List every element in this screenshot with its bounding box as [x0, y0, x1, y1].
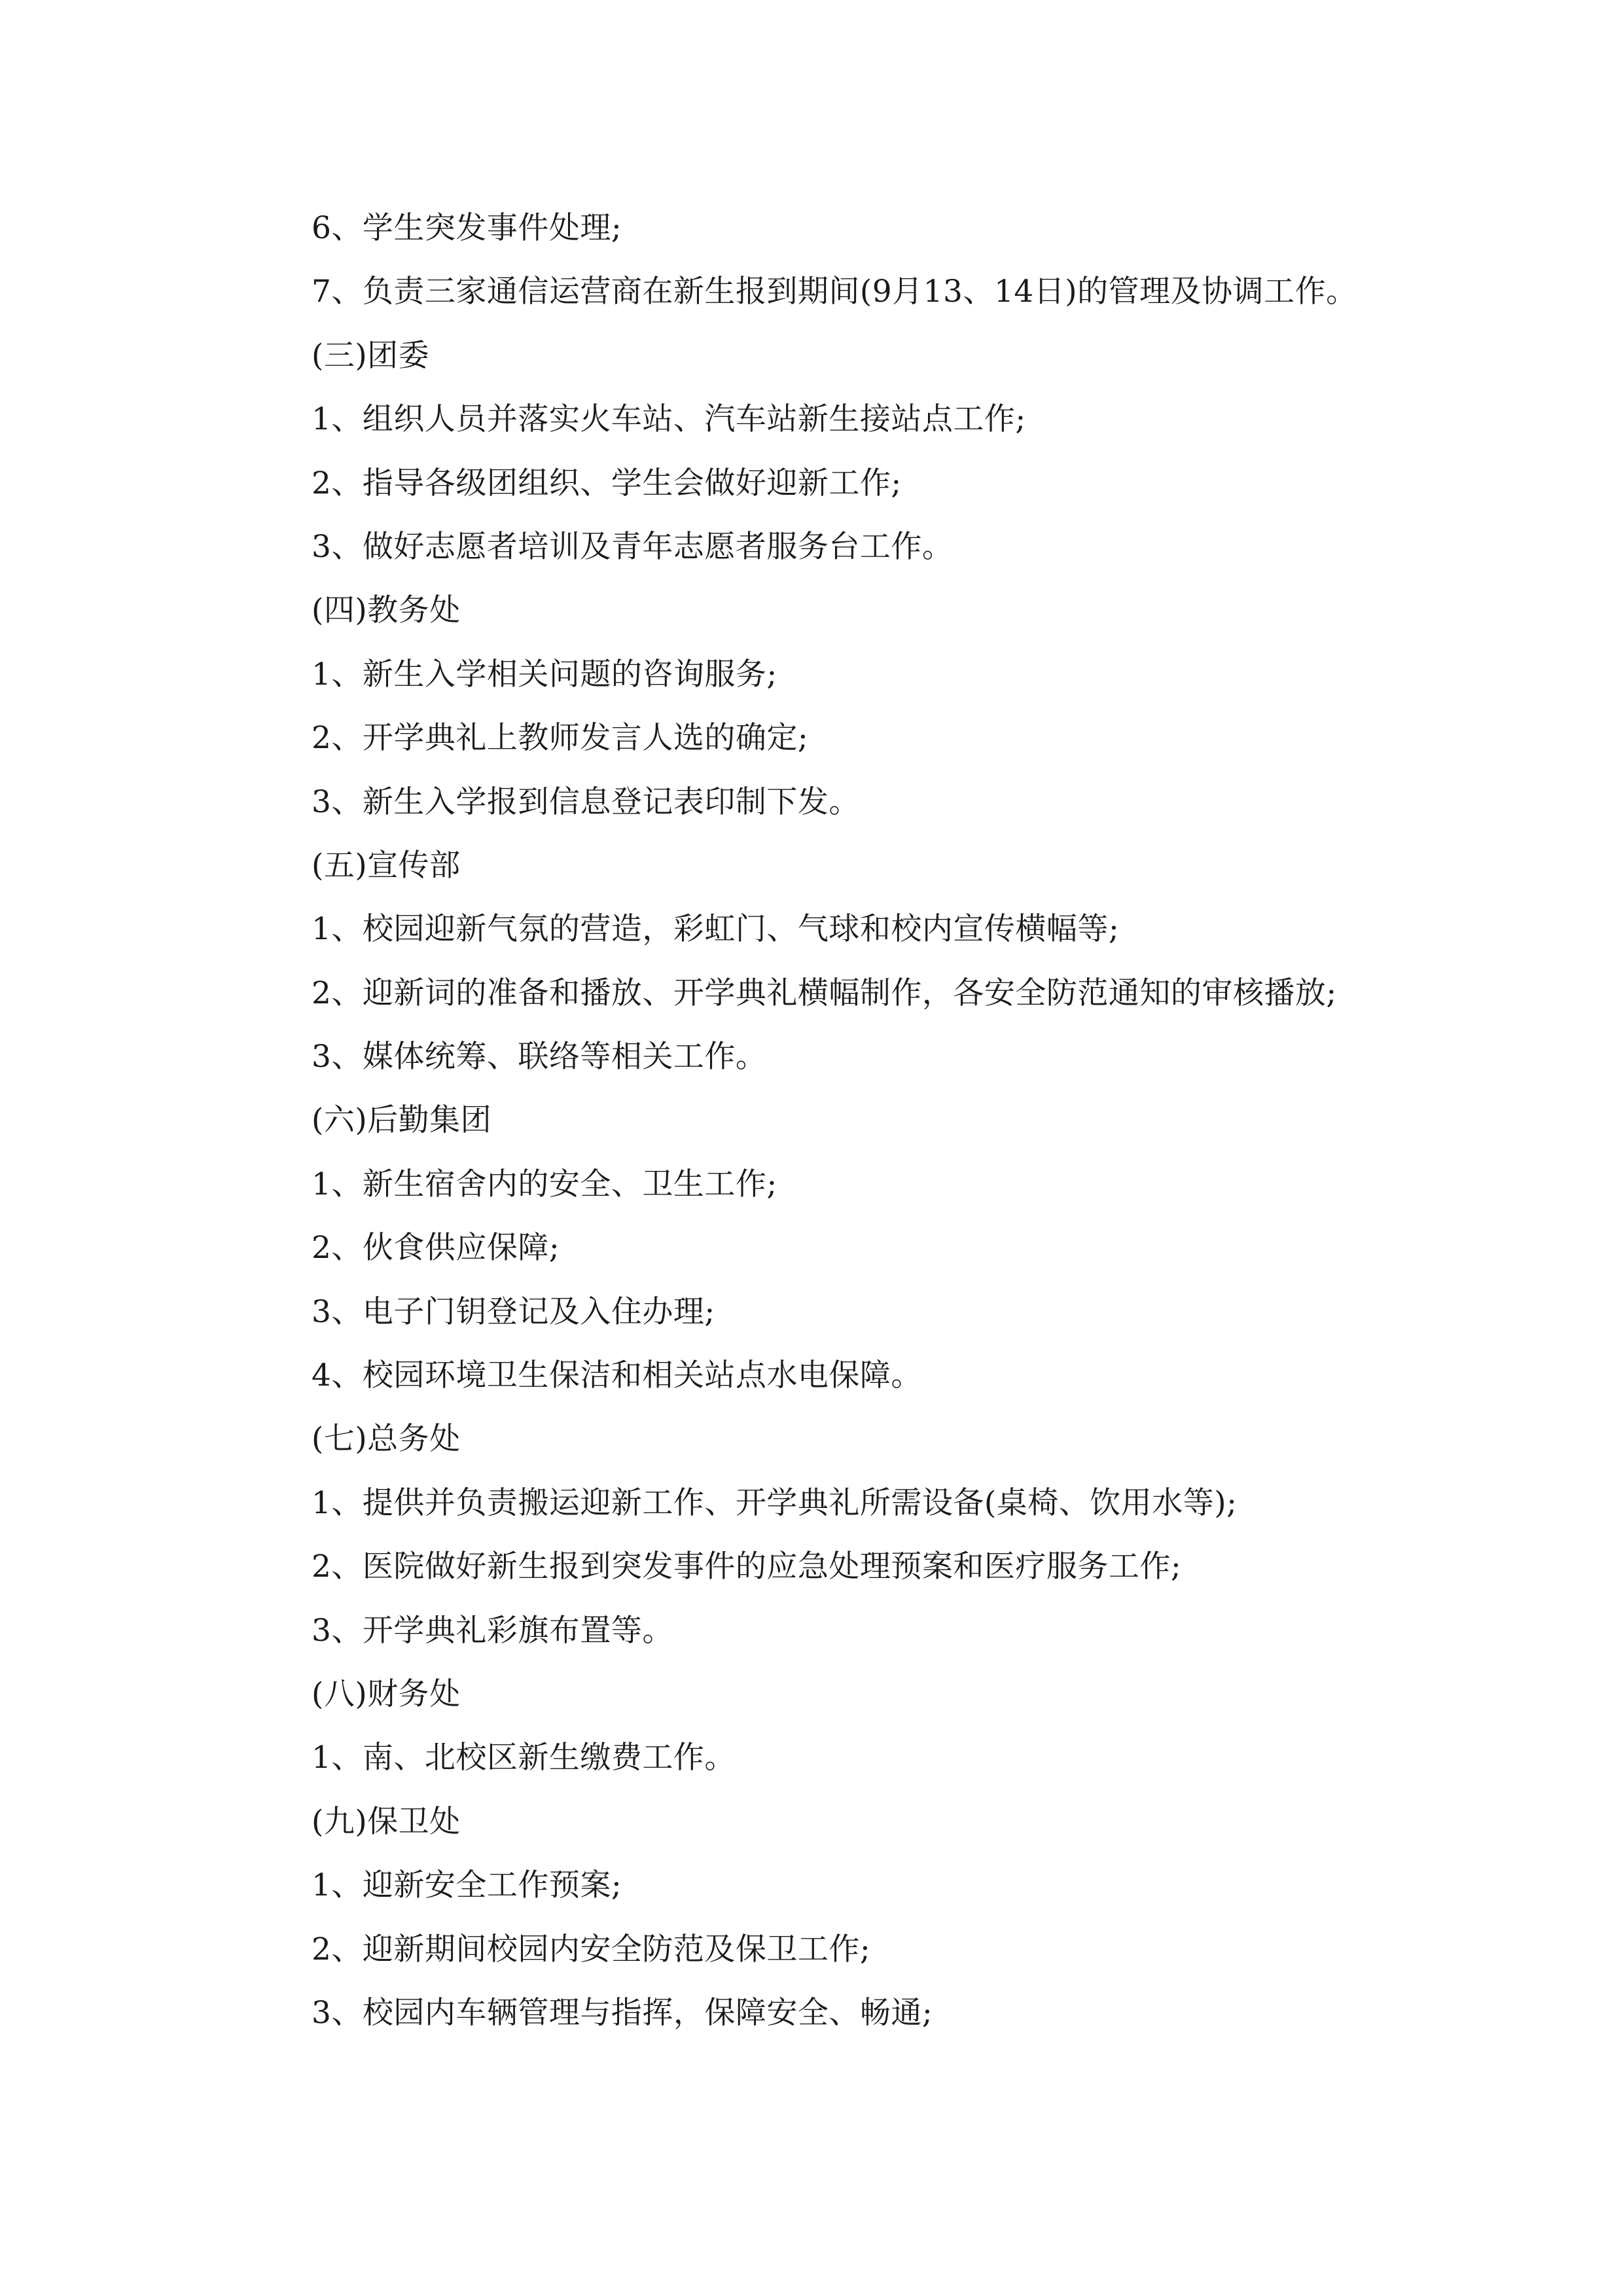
list-item: 2、伙食供应保障; [312, 1230, 560, 1266]
list-item: 1、迎新安全工作预案; [312, 1867, 622, 1904]
list-item: 2、迎新词的准备和播放、开学典礼横幅制作，各安全防范通知的审核播放; [312, 975, 1337, 1011]
list-item: 2、医院做好新生报到突发事件的应急处理预案和医疗服务工作; [312, 1549, 1182, 1585]
list-item: 3、电子门钥登记及入住办理; [312, 1293, 715, 1330]
section-heading: (四)教务处 [312, 592, 461, 629]
list-item: 1、提供并负责搬运迎新工作、开学典礼所需设备(桌椅、饮用水等); [312, 1484, 1238, 1521]
list-item: 4、校园环境卫生保洁和相关站点水电保障。 [312, 1357, 922, 1394]
section-heading: (七)总务处 [312, 1421, 461, 1458]
list-item: 1、新生宿舍内的安全、卫生工作; [312, 1166, 777, 1202]
section-heading: (三)团委 [312, 337, 430, 374]
list-item: 3、开学典礼彩旗布置等。 [312, 1612, 673, 1649]
list-item: 3、校园内车辆管理与指挥，保障安全、畅通; [312, 1994, 933, 2031]
document-body [312, 196, 1424, 2045]
list-item: 2、指导各级团组织、学生会做好迎新工作; [312, 465, 902, 501]
list-item: 7、负责三家通信运营商在新生报到期间(9月13、14日)的管理及协调工作。 [312, 274, 1357, 310]
list-item: 1、校园迎新气氛的营造，彩虹门、气球和校内宣传横幅等; [312, 911, 1120, 948]
list-item: 2、开学典礼上教师发言人选的确定; [312, 720, 809, 757]
list-item: 1、新生入学相关问题的咨询服务; [312, 656, 777, 692]
list-item: 3、新生入学报到信息登记表印制下发。 [312, 783, 860, 820]
list-item: 1、南、北校区新生缴费工作。 [312, 1740, 736, 1776]
list-item: 3、媒体统筹、联络等相关工作。 [312, 1039, 767, 1075]
list-item: 2、迎新期间校园内安全防范及保卫工作; [312, 1931, 871, 1967]
section-heading: (八)财务处 [312, 1676, 461, 1712]
section-heading: (五)宣传部 [312, 847, 461, 884]
section-heading: (九)保卫处 [312, 1803, 461, 1840]
section-heading: (六)后勤集团 [312, 1102, 492, 1139]
list-item: 1、组织人员并落实火车站、汽车站新生接站点工作; [312, 401, 1026, 438]
list-item: 3、做好志愿者培训及青年志愿者服务台工作。 [312, 528, 954, 565]
list-item: 6、学生突发事件处理; [312, 210, 622, 246]
